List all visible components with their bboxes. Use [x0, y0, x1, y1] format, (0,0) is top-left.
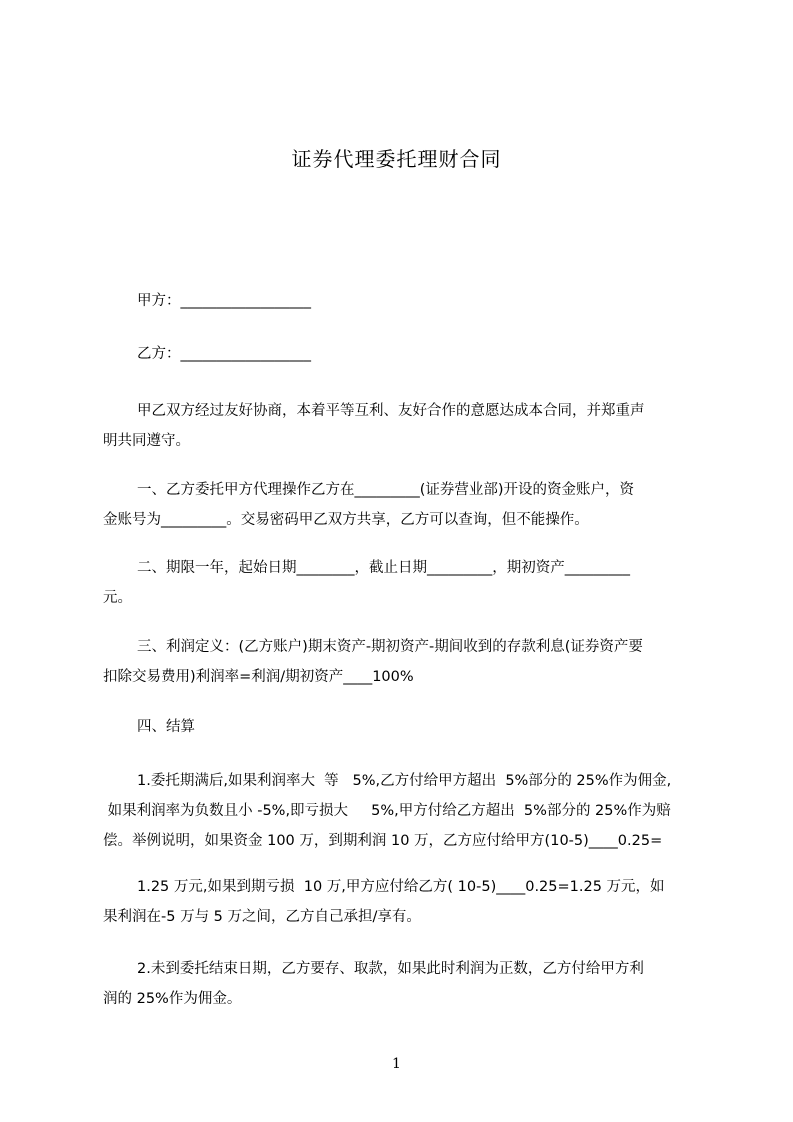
settlement-2-line-1: 2.未到委托结束日期，乙方要存、取款，如果此时利润为正数，乙方付给甲方利 [137, 961, 644, 977]
intro-paragraph [103, 396, 713, 456]
settlement-1-cont-line-2: 果利润在-5 万与 5 万之间，乙方自己承担/享有。 [103, 909, 421, 925]
page-title: 证券代理委托理财合同 [291, 147, 502, 171]
clause-2-line-1: 二、期限一年，起始日期________，截止日期_________，期初资产_________ [137, 560, 630, 576]
clause-2-paragraph [103, 553, 713, 613]
clause-1-line-2: 金账号为_________。交易密码甲乙双方共享，乙方可以查询，但不能操作。 [103, 512, 589, 528]
intro-line-2: 明共同遵守。 [103, 433, 190, 449]
page-number: 1 [392, 1056, 401, 1072]
clause-2-line-2: 元。 [103, 590, 132, 606]
settlement-2-paragraph [103, 954, 713, 1014]
clause-3-line-2: 扣除交易费用)利润率=利润/期初资产____100% [103, 669, 414, 685]
clause-1-line-1: 一、乙方委托甲方代理操作乙方在_________(证券营业部)开设的资金账户，资 [137, 482, 635, 498]
settlement-1-line-1: 1.委托期满后,如果利润率大 等 5%,乙方付给甲方超出 5%部分的 25%作为佣金, [137, 773, 672, 789]
settlement-1-continued [103, 872, 713, 932]
settlement-1-cont-line-1: 1.25 万元,如果到期亏损 10 万,甲方应付给乙方( 10-5)____0.25=1.25 万元，如 [137, 879, 665, 895]
clause-3-paragraph [103, 632, 713, 692]
settlement-1-paragraph [103, 766, 713, 856]
intro-line-1: 甲乙双方经过友好协商，本着平等互利、友好合作的意愿达成本合同，并郑重声 [137, 403, 645, 419]
clause-3-line-1: 三、利润定义：(乙方账户)期末资产-期初资产-期间收到的存款利息(证券资产要 [137, 639, 643, 655]
clause-1-paragraph [103, 475, 713, 535]
settlement-2-line-2: 润的 25%作为佣金。 [103, 991, 242, 1007]
clause-4-heading: 四、结算 [137, 719, 195, 735]
party-b-field: 乙方：__________________ [137, 346, 311, 362]
party-a-field: 甲方：__________________ [137, 293, 311, 309]
settlement-1-line-2: 如果利润率为负数且小 -5%,即亏损大 5%,甲方付给乙方超出 5%部分的 25%作为赔 [103, 803, 671, 819]
settlement-1-line-3: 偿。举例说明，如果资金 100 万，到期利润 10 万，乙方应付给甲方(10-5)____0.25= [103, 833, 663, 849]
